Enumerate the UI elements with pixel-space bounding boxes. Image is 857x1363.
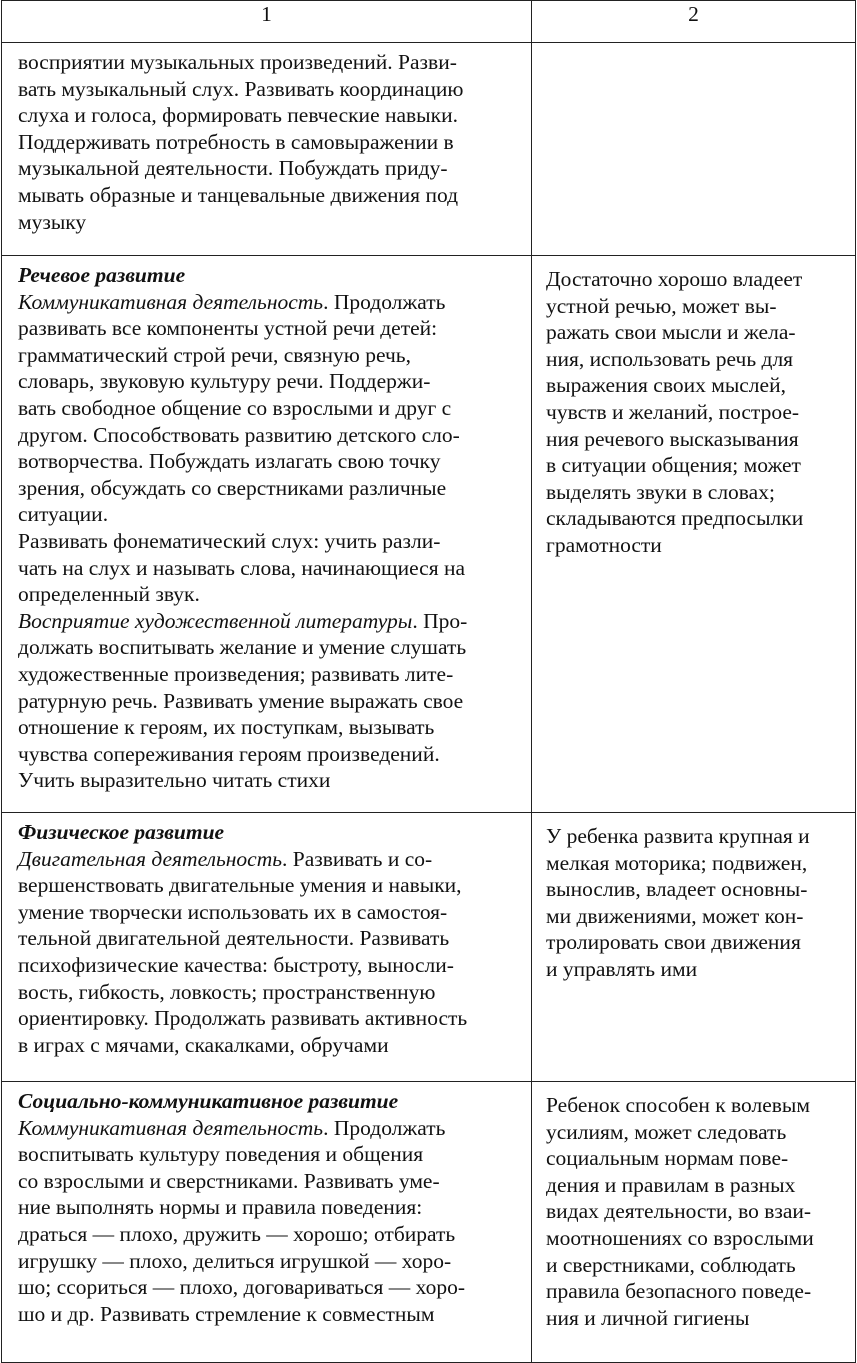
text-line (546, 903, 847, 930)
text-line (18, 925, 521, 952)
text-segment: ния речевого высказывания (546, 426, 799, 451)
text-line (18, 129, 521, 156)
text-segment: дения и правилам в разных (546, 1172, 796, 1197)
table-row (2, 813, 856, 1082)
text-segment: устной речью, может вы- (546, 293, 777, 318)
text-line (546, 372, 847, 399)
text-line (546, 479, 847, 506)
text-line (18, 182, 521, 209)
text-segment: драться — плохо, дружить — хорошо; отбирать (18, 1221, 456, 1246)
text-segment: ми движениями, может кон- (546, 903, 804, 928)
text-segment: У ребенка развита крупная и (546, 824, 810, 848)
text-segment: чать на слух и называть слова, начинающиеся на (18, 555, 466, 580)
text-segment: должать воспитывать желание и умение слушать (18, 635, 467, 660)
text-line (18, 952, 521, 979)
activity-label: Двигательная деятельность (18, 846, 283, 871)
activity-label: Восприятие художественной литературы (18, 608, 413, 633)
text-segment: ориентировку. Продолжать развивать активность (18, 1006, 468, 1031)
text-segment: видах деятельности, во взаи- (546, 1199, 812, 1224)
section-heading: Социально-коммуникативное развитие (18, 1089, 399, 1113)
text-line (546, 505, 847, 532)
section-heading: Речевое развитие (18, 263, 186, 287)
text-segment: ситуации. (18, 502, 109, 527)
text-segment: умение творчески использовать их в самостоя- (18, 899, 448, 924)
text-line (546, 266, 847, 293)
text-segment: словарь, звуковую культуру речи. Поддержи- (18, 369, 431, 394)
text-line (18, 1032, 521, 1059)
text-line (18, 1274, 521, 1301)
text-segment: складываются предпосылки (546, 506, 804, 531)
text-line (18, 819, 521, 846)
text-line (18, 555, 521, 582)
text-segment: Учить выразительно читать стихи (18, 768, 331, 793)
text-line (18, 608, 521, 635)
text-line (546, 1198, 847, 1225)
text-line (546, 399, 847, 426)
physical-development-content-cell (2, 813, 532, 1082)
text-line (18, 422, 521, 449)
text-line (546, 1145, 847, 1172)
text-line (18, 1221, 521, 1248)
text-segment: тролировать свои движения (546, 930, 801, 955)
text-segment: вотворчества. Побуждать излагать свою точку (18, 449, 441, 474)
text-segment: слуха и голоса, формировать певческие навыки. (18, 103, 458, 128)
text-line (546, 850, 847, 877)
text-line (18, 846, 521, 873)
text-segment: отношение к героям, их поступкам, вызывать (18, 715, 435, 740)
text-line (18, 102, 521, 129)
section-heading: Физическое развитие (18, 820, 225, 844)
text-segment: музыку (18, 209, 87, 234)
text-segment: игрушку — плохо, делиться игрушкой — хоро- (18, 1248, 452, 1273)
text-line (18, 76, 521, 103)
text-line (18, 899, 521, 926)
column-2-header: 2 (532, 1, 856, 43)
text-segment: ния и личной гигиены (546, 1305, 750, 1330)
text-segment: чувства сопереживания героям произведений. (18, 741, 440, 766)
text-line (546, 346, 847, 373)
text-segment: тельной двигательной деятельности. Развивать (18, 926, 450, 951)
row-1-outcome-cell (532, 43, 856, 256)
text-line (546, 823, 847, 850)
text-line (18, 688, 521, 715)
text-segment: вершенствовать двигательные умения и навыки, (18, 873, 462, 898)
physical-development-outcome-cell (532, 813, 856, 1082)
text-line (546, 1225, 847, 1252)
text-segment: в ситуации общения; может (546, 453, 801, 478)
text-segment: и сверстниками, соблюдать (546, 1252, 796, 1277)
text-segment: в играх с мячами, скакалками, обручами (18, 1032, 389, 1057)
text-segment: ратурную речь. Развивать умение выражать свое (18, 688, 464, 713)
text-line (546, 319, 847, 346)
text-segment: шо и др. Развивать стремление к совместным (18, 1301, 435, 1326)
text-line (18, 342, 521, 369)
text-segment: вынослив, владеет основны- (546, 877, 808, 902)
text-line (546, 1092, 847, 1119)
text-segment: . Продолжать (323, 289, 446, 314)
text-line (18, 714, 521, 741)
text-line (546, 1252, 847, 1279)
text-segment: развивать все компоненты устной речи детей: (18, 316, 438, 341)
text-segment: . Про- (412, 608, 468, 633)
text-line (18, 475, 521, 502)
text-segment: Поддерживать потребность в самовыражении в (18, 129, 454, 154)
text-segment: и управлять ими (546, 956, 698, 981)
text-line (546, 1305, 847, 1332)
text-segment: . Продолжать (323, 1115, 446, 1140)
text-segment: моотношениях со взрослыми (546, 1225, 814, 1250)
activity-label: Коммуникативная деятельность (18, 289, 324, 314)
text-line (546, 426, 847, 453)
text-line (18, 209, 521, 236)
text-line (18, 767, 521, 794)
text-segment: ния, использовать речь для (546, 346, 794, 371)
text-line (18, 501, 521, 528)
text-line (18, 289, 521, 316)
text-line (546, 929, 847, 956)
text-line (18, 528, 521, 555)
table-row (2, 256, 856, 813)
table-row (2, 43, 856, 256)
text-segment: музыкальной деятельности. Побуждать приду- (18, 156, 448, 181)
text-line (18, 1141, 521, 1168)
text-segment: ражать свои мысли и жела- (546, 320, 796, 345)
text-segment: Достаточно хорошо владеет (546, 267, 803, 291)
text-segment: грамотности (546, 532, 662, 557)
text-line (546, 293, 847, 320)
text-segment: Развивать фонематический слух: учить разли- (18, 528, 441, 553)
text-segment: художественные произведения; развивать лите- (18, 661, 454, 686)
text-line (18, 315, 521, 342)
text-segment: шо; ссориться — плохо, договариваться — хоро- (18, 1275, 465, 1300)
speech-development-outcome-cell (532, 256, 856, 813)
text-line (18, 368, 521, 395)
text-segment: ние выполнять нормы и правила поведения: (18, 1195, 423, 1220)
text-segment: . Развивать и со- (282, 846, 433, 871)
text-segment: выражения своих мыслей, (546, 373, 786, 398)
text-segment: социальным нормам пове- (546, 1146, 789, 1171)
text-segment: зрения, обсуждать со сверстниками различные (18, 475, 447, 500)
row-1-content-cell (2, 43, 532, 256)
document-table (1, 0, 856, 1363)
text-line (18, 448, 521, 475)
text-segment: вость, гибкость, ловкость; пространственную (18, 979, 436, 1004)
text-line (546, 532, 847, 559)
text-line (18, 1115, 521, 1142)
text-line (18, 1301, 521, 1328)
text-segment: восприятии музыкальных произведений. Разви- (18, 50, 457, 74)
text-segment: мелкая моторика; подвижен, (546, 850, 808, 875)
column-1-header: 1 (2, 1, 532, 43)
text-line (18, 1005, 521, 1032)
speech-development-content-cell (2, 256, 532, 813)
text-line (18, 262, 521, 289)
text-segment: со взрослыми и сверстниками. Развивать уме- (18, 1168, 440, 1193)
text-segment: Ребенок способен к волевым (546, 1093, 810, 1117)
text-line (18, 634, 521, 661)
text-line (546, 1172, 847, 1199)
text-segment: психофизические качества: быстроту, выносли- (18, 952, 454, 977)
text-segment: другом. Способствовать развитию детского сло- (18, 422, 460, 447)
text-line (18, 872, 521, 899)
text-segment: чувств и желаний, построе- (546, 399, 800, 424)
text-line (18, 581, 521, 608)
text-line (546, 452, 847, 479)
text-segment: вать свободное общение со взрослыми и друг с (18, 395, 452, 420)
text-segment: определенный звук. (18, 582, 200, 607)
text-line (18, 155, 521, 182)
text-line (18, 979, 521, 1006)
header-row (2, 1, 856, 43)
table-row (2, 1082, 856, 1363)
text-line (18, 1194, 521, 1221)
text-line (18, 741, 521, 768)
social-development-outcome-cell (532, 1082, 856, 1363)
text-segment: выделять звуки в словах; (546, 479, 775, 504)
text-segment: мывать образные и танцевальные движения под (18, 182, 459, 207)
text-line (18, 49, 521, 76)
text-segment: усилиям, может следовать (546, 1119, 787, 1144)
text-line (546, 956, 847, 983)
text-segment: грамматический строй речи, связную речь, (18, 342, 411, 367)
social-development-content-cell (2, 1082, 532, 1363)
text-line (18, 661, 521, 688)
text-line (18, 1088, 521, 1115)
text-line (18, 1248, 521, 1275)
activity-label: Коммуникативная деятельность (18, 1115, 324, 1140)
text-segment: вать музыкальный слух. Развивать координацию (18, 76, 464, 101)
text-line (546, 876, 847, 903)
text-segment: воспитывать культуру поведения и общения (18, 1142, 424, 1167)
text-line (18, 1168, 521, 1195)
text-line (546, 1119, 847, 1146)
text-segment: правила безопасного поведе- (546, 1279, 812, 1304)
text-line (18, 395, 521, 422)
text-line (546, 1278, 847, 1305)
